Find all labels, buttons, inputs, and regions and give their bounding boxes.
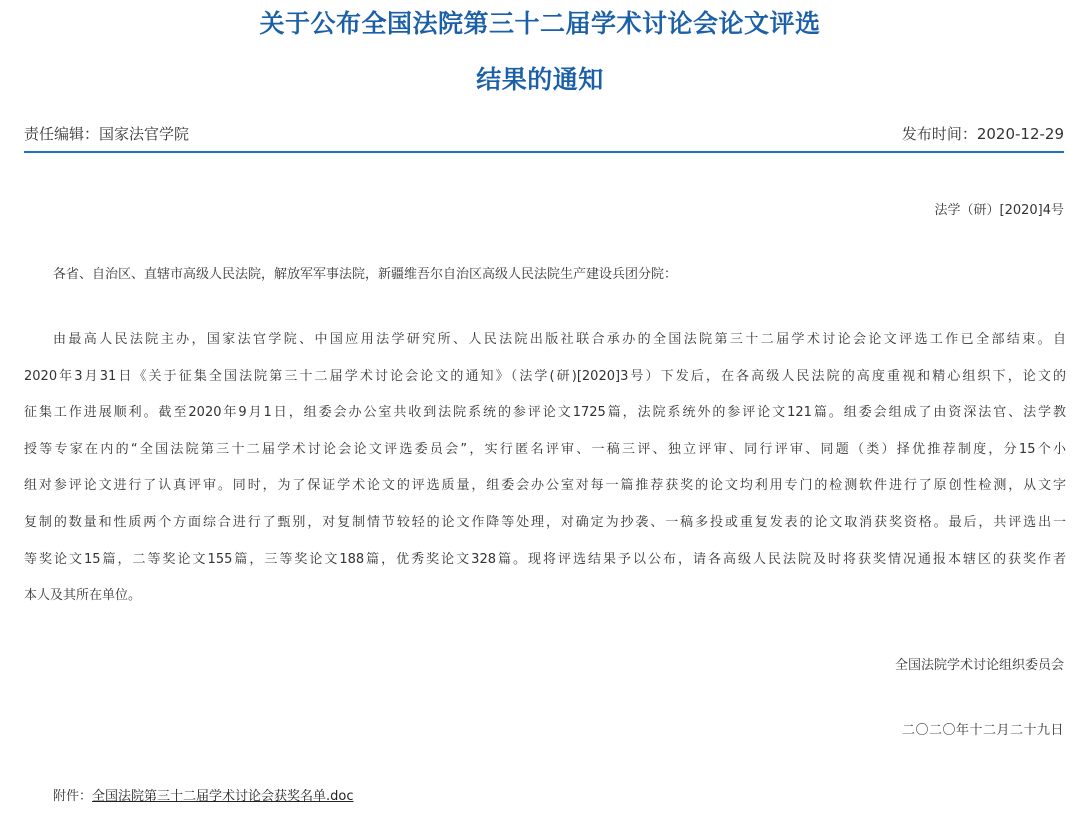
body-line: 复制的数量和性质两个方面综合进行了甄别，对复制情节较轻的论文作降等处理，对确定为抄袭、一稿多投或重复发表的论文取消获奖资格。最后，共评选出一	[24, 514, 1066, 530]
attachment-download-link[interactable]: 全国法院第三十二届学术讨论会获奖名单.doc	[92, 789, 354, 804]
attachment	[53, 785, 354, 804]
page-title-line1: 关于公布全国法院第三十二届学术讨论会论文评选	[259, 9, 821, 38]
document-number: 法学（研）[2020]4号	[934, 203, 1064, 218]
body-line: 组对参评论文进行了认真评审。同时，为了保证学术论文的评选质量，组委会办公室对每一篇推荐获奖的论文均利用专门的检测软件进行了原创性检测，从文字	[24, 478, 1066, 494]
attachment-label: 附件：	[53, 789, 93, 804]
article-body	[24, 322, 1066, 615]
body-line: 等奖论文15篇，二等奖论文155篇，三等奖论文188篇，优秀奖论文328篇。现将评选结果予以公布，请各高级人民法院及时将获奖情况通报本辖区的获奖作者	[24, 551, 1066, 567]
body-line: 本人及其所在单位。	[24, 588, 142, 604]
signing-date: 二〇二〇年十二月二十九日	[901, 723, 1064, 738]
body-line: 征集工作进展顺利。截至2020年9月1日，组委会办公室共收到法院系统的参评论文1725篇，法院系统外的参评论文121篇。组委会组成了由资深法官、法学教	[24, 405, 1066, 421]
article-meta-bar	[24, 121, 1064, 153]
body-line: 授等专家在内的“全国法院第三十二届学术讨论会论文评选委员会”，实行匿名评审、一稿三评、独立评审、同行评审、同题（类）择优推荐制度，分15个小	[24, 441, 1066, 457]
page-title-line2: 结果的通知	[476, 65, 604, 94]
body-line: 由最高人民法院主办，国家法官学院、中国应用法学研究所、人民法院出版社联合承办的全国法院第三十二届学术讨论会论文评选工作已全部结束。自	[53, 332, 1066, 347]
salutation: 各省、自治区、直辖市高级人民法院，解放军军事法院，新疆维吾尔自治区高级人民法院生产建设兵团分院：	[53, 267, 678, 282]
publish-date: 发布时间：2020-12-29	[901, 125, 1064, 143]
signing-organization: 全国法院学术讨论组织委员会	[894, 658, 1064, 673]
body-line: 2020年3月31日《关于征集全国法院第三十二届学术讨论会论文的通知》（法学(研)[2020]3号）下发后，在各高级人民法院的高度重视和精心组织下，论文的	[24, 368, 1066, 384]
editor-label: 责任编辑：国家法官学院	[24, 125, 190, 143]
